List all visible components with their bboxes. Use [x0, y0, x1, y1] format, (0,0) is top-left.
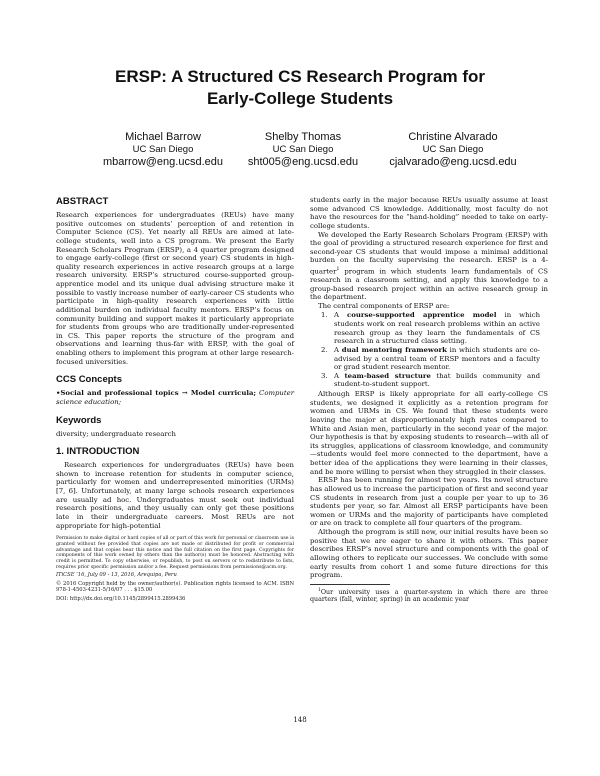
abstract-heading: ABSTRACT — [56, 196, 109, 207]
right-column — [310, 196, 548, 604]
list-item: 3. A team-based structure that builds community and student-to-student support. — [321, 371, 540, 389]
title-line-2: Early-College Students — [206, 89, 394, 108]
title-line-1: ERSP: A Structured CS Research Program for — [115, 67, 485, 86]
author-affiliation: UC San Diego — [132, 144, 194, 155]
keywords-text: diversity; undergraduate research — [56, 429, 176, 438]
ccs-heading: CCS Concepts — [56, 374, 122, 386]
author-2 — [233, 131, 373, 169]
author-email: sht005@eng.ucsd.edu — [247, 156, 359, 168]
permission-notice: Permission to make digital or hard copies of all or part of this work for personal or classroom use is granted without fee provided that copies are not made or distributed for profit or commercial advantage and that copies bear this notice and the full citation on the first page. Copyrights for components of this work owned by others than the author(s) must be honored. Abstracting with credit is permitted. To copy otherwise, or republish, to post on servers or to redistribute to lists, requires prior specific permission and/or a fee. Request permissions from permissions@acm.org. — [56, 536, 294, 570]
page-number: 148 — [293, 716, 307, 724]
component-list — [310, 311, 548, 389]
footnote-marker: 1 — [336, 266, 340, 272]
ccs-concepts — [56, 389, 294, 406]
author-name: Christine Alvarado — [408, 131, 498, 143]
paragraph: students early in the major because REUs usually assume at least some advanced CS knowledge. Additionally, most faculty do not have the resources for the “hand-holding” needed to take on early-college students. — [310, 196, 548, 230]
conference-info — [56, 572, 294, 578]
paper-title — [0, 66, 600, 110]
paragraph: We developed the Early Research Scholars Program (ERSP) with the goal of providing a structured research experience for first and second-year CS students that would impose a minimal additional burden on the faculty supervising the research. ERSP is a 4-quarter$^1$ program in which students learn fundamentals of CS research in a classroom setting, and apply this knowledge to a group-based research project within an active research group in the department. — [310, 230, 548, 302]
conference-line: ITiCSE ’16, July 09 - 13, 2016, Arequipa, Peru — [56, 572, 177, 579]
abstract-text: Research experiences for undergraduates (REUs) have many positive outcomes on students’ perception of and retention in Computer Science (CS). Yet nearly all REUs are aimed at late-college students, well into a CS program. We present the Early Research Scholars Program (ERSP), a 4 quarter program designed to engage early-college (first or second year) CS students in high-quality research experiences in active research groups at a large research university. ERSP’s structured course-supported group-apprentice model and its unique dual advising structure make it possible to vastly increase number of early-career CS students who participate in high-quality research experiences with little additional burden on individual faculty mentors. ERSP’s focus on community building and support makes it particularly appropriate for students from groups who are traditionally under-represented in CS. This paper reports the structure of the program and observations and learning thus-far with ERSP, with the goal of enabling others to implement this program at other large research-focused universities. — [56, 211, 294, 366]
author-1 — [93, 131, 233, 169]
doi-link[interactable]: DOI: http://dx.doi.org/10.1145/2899415.2899436 — [56, 595, 186, 602]
author-email: cjalvarado@eng.ucsd.edu — [389, 156, 517, 168]
author-name: Shelby Thomas — [264, 131, 342, 143]
paragraph: Although ERSP is likely appropriate for all early-college CS students, we designed it explicitly as a retention program for women and URMs in CS. We found that these students were leaving the major at disproportionately high rates compared to White and Asian men, particularly in the second year of the major. Our hypothesis is that by exposing students to research—with all of its struggles, applications of classroom knowledge, and community—students would feel more connected to the department, have a better idea of the applications they were learning in their classes, and be more willing to persist when they struggled in their classes. — [310, 390, 548, 476]
intro-heading: 1. INTRODUCTION — [56, 446, 140, 458]
footnote-divider — [310, 584, 390, 585]
author-affiliation: UC San Diego — [272, 144, 334, 155]
paragraph: Although the program is still new, our initial results have been so positive that we are eager to share it with others. This paper describes ERSP’s novel structure and components with the goal of allowing others to replicate our successes. We conclude with some early results from cohort 1 and some future directions for this program. — [310, 528, 548, 580]
list-item: 1. A course-supported apprentice model in which students work on real research problems within an active research group as they learn the fundamentals of CS research in a structured class setting. — [321, 311, 541, 346]
keywords-heading: Keywords — [56, 414, 102, 426]
author-name: Michael Barrow — [125, 131, 201, 143]
paragraph: The central components of ERSP are: — [318, 301, 450, 310]
list-item: 2. A dual mentoring framework in which students are co-advised by a central team of ERSP mentors and a faculty or grad student research mentor. — [321, 345, 541, 372]
ccs-bold: •Social and professional topics → Model curricula; — [56, 389, 257, 398]
intro-text: Research experiences for undergraduates (REUs) have been shown to increase retention for students in computer science, particularly for women and underrepresented minorities (URMs) [7, 6]. Unfortunately, at many large schools research experiences are usually ad hoc. Undergraduates must seek out individual research positions, and they usually can only get these positions late in their undergraduate careers. Most REUs are not appropriate for high-potential — [56, 461, 294, 530]
paragraph: ERSP has been running for almost two years. Its novel structure has allowed us to increase the participation of first and second year CS students in research from just a couple per year to up to 36 students per year, so far. Almost all ERSP participants have been women or URMs and the majority of participants have completed or are on track to complete all four quarters of the program. — [310, 476, 548, 528]
left-column — [56, 196, 294, 602]
ccs-italic: Computer science education; — [56, 389, 294, 406]
author-3 — [373, 131, 533, 169]
copyright-line: © 2016 Copyright held by the owner/author(s). Publication rights licensed to ACM. ISBN 978-1-4503-4231-5/16/07 . . . $15.00 — [56, 580, 294, 594]
author-email: mbarrow@eng.ucsd.edu — [102, 156, 223, 168]
footnote: $^1$Our university uses a quarter-system in which there are three quarters (fall, winter, spring) in an academic year — [310, 587, 548, 604]
author-affiliation: UC San Diego — [422, 144, 484, 155]
